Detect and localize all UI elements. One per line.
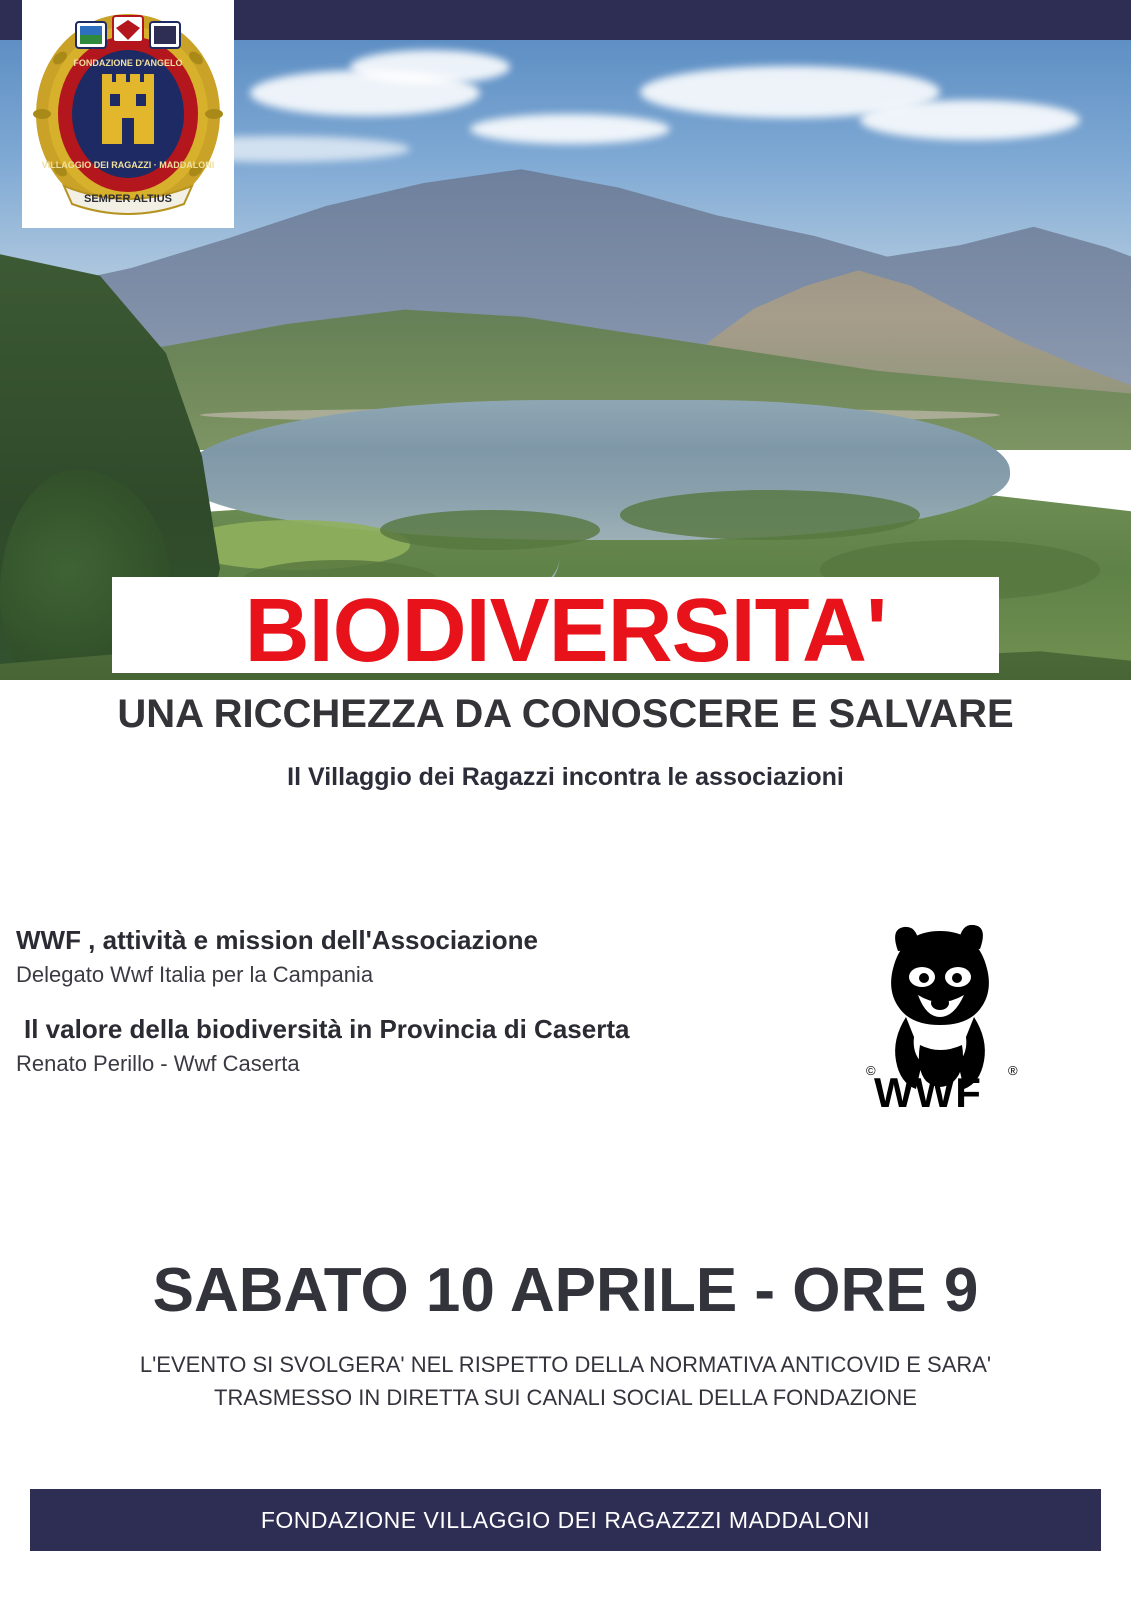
cloud: [470, 114, 670, 144]
headline-block: [0, 581, 1131, 792]
wwf-wordmark: WWF: [874, 1069, 982, 1116]
talk-item: [16, 1014, 716, 1077]
svg-text:FONDAZIONE D'ANGELO: FONDAZIONE D'ANGELO: [73, 58, 183, 68]
footer-band: [30, 1489, 1101, 1551]
covid-notice: [0, 1348, 1131, 1414]
cloud: [350, 50, 510, 84]
svg-text:SEMPER ALTIUS: SEMPER ALTIUS: [83, 193, 173, 205]
talk-speaker: Delegato Wwf Italia per la Campania: [16, 962, 374, 987]
svg-text:®: ®: [1008, 1063, 1018, 1078]
talk-title: Il valore della biodiversità in Provincia di Caserta: [24, 1014, 630, 1044]
wwf-logo: [862, 925, 1022, 1125]
notice-line-2: TRASMESSO IN DIRETTA SUI CANALI SOCIAL DELLA FONDAZIONE: [214, 1385, 917, 1410]
page-title: BIODIVERSITA': [244, 581, 887, 681]
notice-line-1: L'EVENTO SI SVOLGERA' NEL RISPETTO DELLA NORMATIVA ANTICOVID E SARA': [139, 1352, 992, 1377]
talk-speaker: Renato Perillo - Wwf Caserta: [16, 1051, 300, 1076]
marsh-vegetation: [620, 490, 920, 540]
talk-title: WWF , attività e mission dell'Associazione: [16, 925, 538, 955]
event-date: SABATO 10 APRILE - ORE 9: [152, 1256, 979, 1325]
villaggio-dei-ragazzi-crest-icon: [30, 8, 226, 220]
cloud: [860, 100, 1080, 140]
wwf-panda-icon: [862, 925, 1022, 1125]
talks-list: [16, 925, 716, 1103]
footer-text: FONDAZIONE VILLAGGIO DEI RAGAZZZI MADDALONI: [260, 1506, 871, 1533]
tagline: Il Villaggio dei Ragazzi incontra le associazioni: [287, 763, 844, 791]
svg-text:©: ©: [866, 1063, 876, 1078]
svg-text:VILLAGGIO DEI RAGAZZI · MADDAL: VILLAGGIO DEI RAGAZZI · MADDALONI: [41, 160, 215, 170]
subtitle: UNA RICCHEZZA DA CONOSCERE E SALVARE: [117, 692, 1014, 736]
talk-item: [16, 925, 716, 988]
foundation-logo: [22, 0, 234, 228]
